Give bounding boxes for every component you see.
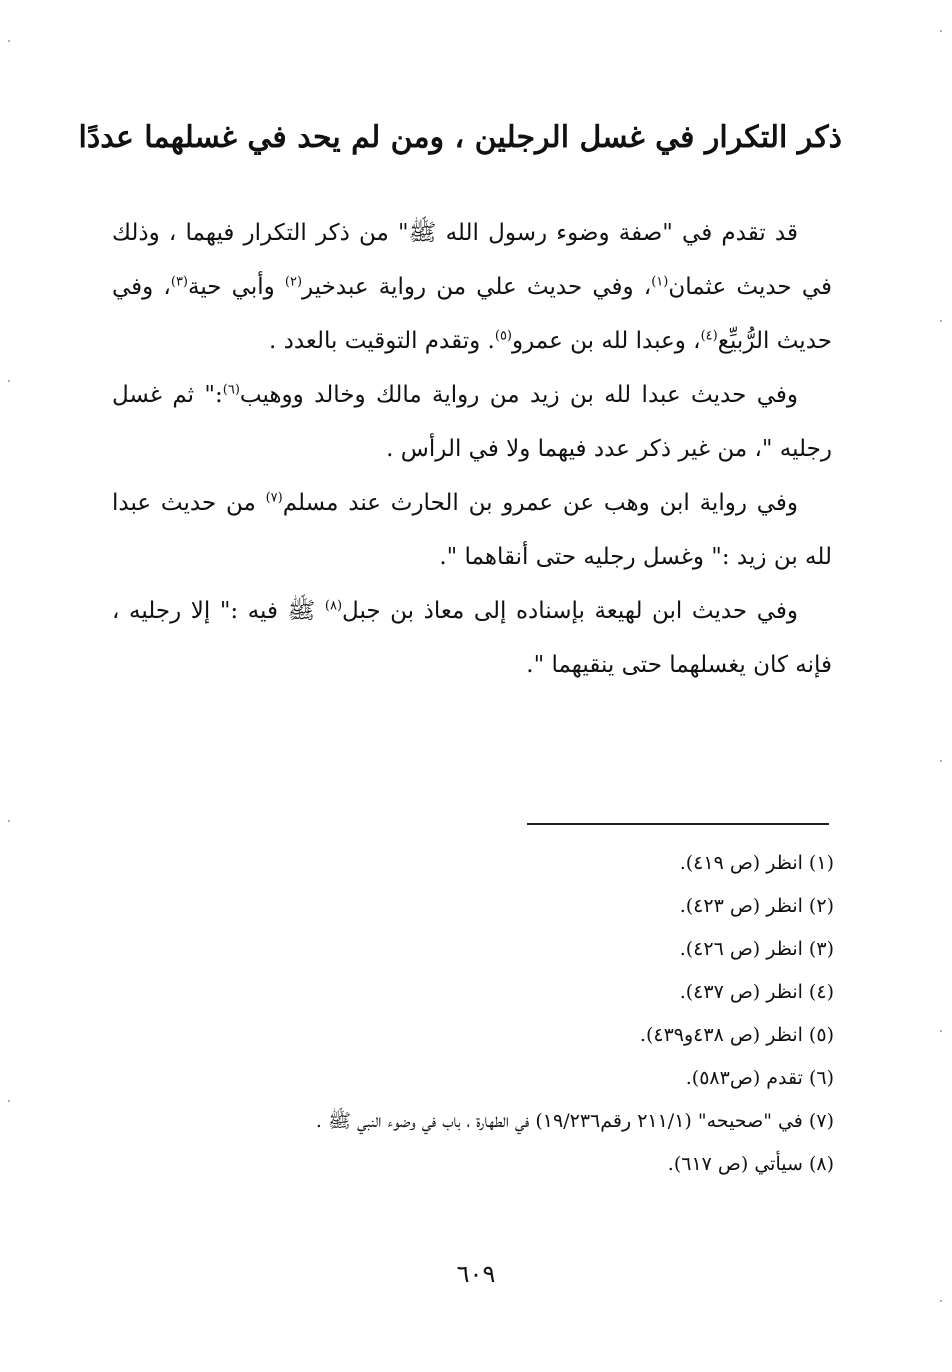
footnote-item: (٣) انظر (ص ٤٢٦). — [679, 938, 834, 960]
paragraph — [112, 368, 832, 476]
text-run: وفي حديث عبدا لله بن زيد من رواية مالك وخالد ووهيب — [239, 382, 798, 408]
footnote-ref: (٤) — [700, 328, 718, 344]
text-run: من حديث عبدا لله بن زيد :" وغسل رجليه حتى أنقاهما ". — [112, 490, 832, 570]
footnote-ref: (٢) — [284, 274, 303, 290]
footnote-item: (٨) سيأتي (ص ٦١٧). — [667, 1153, 834, 1175]
footnote-separator — [527, 823, 829, 825]
footnote-ref: (١) — [651, 274, 669, 290]
text-run: ، وفي حديث علي من رواية عبدخير — [302, 274, 652, 300]
text-run: وأبي حية — [188, 274, 285, 300]
scan-speck — [8, 820, 10, 822]
paragraph — [112, 584, 832, 692]
text-run: وفي رواية ابن وهب عن عمرو بن الحارث عند مسلم — [282, 490, 798, 516]
scan-speck — [940, 320, 942, 322]
footnote-item: (٥) انظر (ص ٤٣٨و٤٣٩). — [639, 1024, 834, 1046]
scan-speck — [8, 380, 10, 382]
text-run: . وتقدم التوقيت بالعدد . — [268, 328, 495, 354]
scan-speck — [940, 30, 942, 32]
footnote-item: (٢) انظر (ص ٤٢٣). — [679, 895, 834, 917]
footnote-ref: (٦) — [222, 382, 240, 398]
footnote-ref: (٨) — [324, 598, 343, 614]
paragraph — [112, 206, 832, 368]
page-title: ذكر التكرار في غسل الرجلين ، ومن لم يحد في غسلهما عددًا — [78, 120, 842, 156]
body-text — [112, 206, 832, 692]
text-run: وفي حديث ابن لهيعة بإسناده إلى معاذ بن جبل — [342, 598, 798, 624]
scan-speck — [8, 40, 10, 42]
scan-speck — [940, 760, 942, 762]
footnote-item: (٧) في "صحيحه" (٢١١/١ رقم١٩/٢٣٦) في الطهارة ، باب في وضوء النبي ﷺ . — [315, 1110, 834, 1132]
footnote-ref: (٧) — [265, 490, 283, 506]
footnote-ref: (٥) — [494, 328, 512, 344]
footnote-item: (١) انظر (ص ٤١٩). — [679, 852, 834, 874]
scan-speck — [940, 1300, 942, 1302]
footnote-item: (٦) تقدم (ص٥٨٣). — [685, 1067, 834, 1089]
text-run: ، وفي حديث الرُّبيِّع — [112, 274, 832, 354]
text-run: :" ثم غسل رجليه "، من غير ذكر عدد فيهما ولا في الرأس . — [112, 382, 832, 462]
footnote-ref: (٣) — [170, 274, 188, 290]
page-number: ٦٠٩ — [456, 1260, 496, 1288]
footnotes-list — [110, 842, 834, 1186]
text-run: قد تقدم في "صفة وضوء رسول الله ﷺ" من ذكر التكرار فيهما ، وذلك في حديث عثمان — [112, 220, 832, 300]
scan-speck — [8, 1100, 10, 1102]
scan-speck — [940, 1030, 942, 1032]
footnote-item: (٤) انظر (ص ٤٣٧). — [679, 981, 834, 1003]
paragraph — [112, 476, 832, 584]
text-run: ، وعبدا لله بن عمرو — [512, 328, 701, 354]
text-run: ﷺ فيه :" إلا رجليه ، فإنه كان يغسلهما حتى ينقيهما ". — [112, 598, 832, 678]
